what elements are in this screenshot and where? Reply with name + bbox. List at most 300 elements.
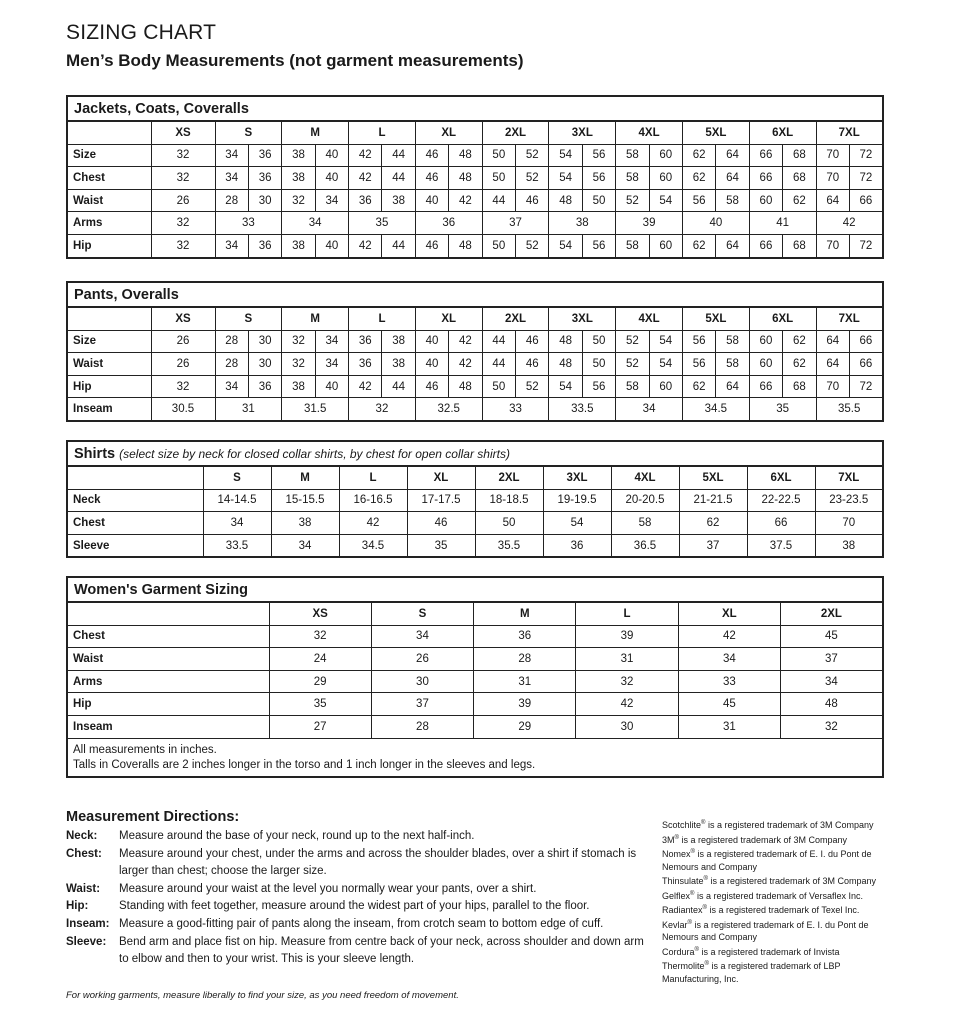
jackets-cell: 70 <box>816 234 849 257</box>
pants-cell: 58 <box>716 330 749 353</box>
pants-cell: 44 <box>482 330 515 353</box>
shirts-row-label: Sleeve <box>67 534 203 557</box>
shirts-section-note: (select size by neck for closed collar shirts, by chest for open collar shirts) <box>119 446 510 461</box>
shirts-cell: 14-14.5 <box>203 489 271 512</box>
womens-cell: 33 <box>678 670 780 693</box>
pants-row-label: Hip <box>67 375 151 398</box>
jackets-cell: 66 <box>849 189 882 212</box>
trademark-line <box>662 846 882 873</box>
pants-cell: 46 <box>516 353 549 376</box>
registered-mark: ® <box>690 890 695 897</box>
pants-cell: 34 <box>315 330 348 353</box>
trademark-text: is a registered trademark of 3M Company <box>705 820 874 830</box>
shirts-cell: 62 <box>679 512 747 535</box>
jackets-cell: 32 <box>151 144 215 167</box>
jackets-cell: 72 <box>849 234 882 257</box>
registered-mark: ® <box>704 961 709 967</box>
direction-text: Bend arm and place fist on hip. Measure from centre back of your neck, across shoulder and down arm to elbow and then to your wrist. This is your sleeve length. <box>119 935 644 966</box>
pants-cell: 46 <box>516 330 549 353</box>
direction-term: Waist: <box>66 882 101 895</box>
womens-cell: 26 <box>371 648 473 671</box>
shirts-cell: 18-18.5 <box>475 489 543 512</box>
pants-cell: 33 <box>482 398 549 421</box>
direction-term: Neck: <box>66 830 98 842</box>
shirts-row-neck <box>67 489 883 512</box>
shirts-row-sleeve <box>67 534 883 557</box>
jackets-row-arms <box>67 212 883 235</box>
pants-cell: 36 <box>248 375 281 398</box>
jackets-row-size <box>67 144 883 167</box>
shirts-cell: 38 <box>271 512 339 535</box>
trademark-line <box>662 873 882 888</box>
registered-mark: ® <box>694 946 699 953</box>
shirts-cell: 23-23.5 <box>815 489 883 512</box>
shirts-size-header-row <box>67 466 883 489</box>
jackets-cell: 60 <box>649 234 682 257</box>
pants-cell: 56 <box>682 330 715 353</box>
shirts-cell: 35.5 <box>475 534 543 557</box>
jackets-cell: 26 <box>151 189 215 212</box>
jackets-cell: 44 <box>382 167 415 190</box>
jackets-cell: 42 <box>449 189 482 212</box>
jackets-cell: 32 <box>282 189 315 212</box>
shirts-cell: 46 <box>407 512 475 535</box>
trademark-line <box>662 944 882 959</box>
measurement-note: All measurements in inches. <box>73 743 217 756</box>
jackets-cell: 48 <box>549 189 582 212</box>
womens-cell: 32 <box>576 670 678 693</box>
womens-cell: 48 <box>780 693 882 716</box>
womens-cell: 31 <box>678 715 780 738</box>
jackets-cell: 68 <box>783 167 816 190</box>
jackets-cell: 28 <box>215 189 248 212</box>
womens-cell: 42 <box>678 625 780 648</box>
pants-row-waist <box>67 353 883 376</box>
womens-cell: 29 <box>474 715 576 738</box>
trademark-line <box>662 888 882 903</box>
shirts-section-title: Shirts <box>74 445 116 462</box>
pants-cell: 52 <box>616 353 649 376</box>
womens-row-waist <box>67 648 883 671</box>
jackets-cell: 66 <box>749 167 782 190</box>
shirts-cell: 16-16.5 <box>339 489 407 512</box>
pants-cell: 70 <box>816 375 849 398</box>
shirts-cell: 38 <box>815 534 883 557</box>
pants-row-inseam <box>67 398 883 421</box>
jackets-cell: 34 <box>315 189 348 212</box>
pants-cell: 54 <box>649 353 682 376</box>
jackets-cell: 38 <box>282 234 315 257</box>
jackets-section-row <box>67 96 883 121</box>
jackets-cell: 48 <box>449 167 482 190</box>
jackets-cell: 62 <box>682 144 715 167</box>
shirts-row-label: Neck <box>67 489 203 512</box>
pants-cell: 42 <box>349 375 382 398</box>
shirts-header-blank <box>67 466 203 489</box>
womens-size-header-row <box>67 602 883 625</box>
jackets-cell: 41 <box>749 212 816 235</box>
pants-cell: 26 <box>151 330 215 353</box>
jackets-row-waist <box>67 189 883 212</box>
trademark-line <box>662 817 882 832</box>
trademark-name: Nomex <box>662 849 691 859</box>
shirts-cell: 42 <box>339 512 407 535</box>
pants-cell: 31 <box>215 398 282 421</box>
shirts-row-chest <box>67 512 883 535</box>
womens-section-title: Women's Garment Sizing <box>67 577 883 602</box>
jackets-cell: 34 <box>215 144 248 167</box>
shirts-cell: 58 <box>611 512 679 535</box>
shirts-size-S: S <box>203 466 271 489</box>
jackets-row-label: Arms <box>67 212 151 235</box>
womens-cell: 24 <box>269 648 371 671</box>
womens-table <box>66 576 884 778</box>
pants-cell: 36 <box>349 330 382 353</box>
pants-cell: 35.5 <box>816 398 883 421</box>
jackets-cell: 62 <box>682 167 715 190</box>
footer-note: For working garments, measure liberally to find your size, as you need freedom of movement. <box>66 990 459 1001</box>
pants-cell: 52 <box>616 330 649 353</box>
jackets-cell: 54 <box>649 189 682 212</box>
pants-size-5XL: 5XL <box>682 307 749 330</box>
pants-row-size <box>67 330 883 353</box>
direction-item <box>66 828 646 846</box>
jackets-cell: 60 <box>649 167 682 190</box>
shirts-cell: 34 <box>203 512 271 535</box>
jackets-cell: 54 <box>549 144 582 167</box>
trademark-text: is a registered trademark of 3M Company <box>678 834 848 845</box>
pants-cell: 34 <box>215 375 248 398</box>
trademark-line <box>662 902 882 917</box>
jackets-cell: 30 <box>248 189 281 212</box>
womens-cell: 37 <box>780 648 882 671</box>
trademark-name: Thinsulate <box>662 876 704 886</box>
shirts-cell: 37 <box>679 534 747 557</box>
pants-cell: 42 <box>449 330 482 353</box>
womens-cell: 36 <box>474 625 576 648</box>
jackets-size-header-row <box>67 121 883 144</box>
registered-mark: ® <box>703 876 708 882</box>
pants-cell: 26 <box>151 353 215 376</box>
shirts-cell: 34 <box>271 534 339 557</box>
womens-cell: 39 <box>576 625 678 648</box>
registered-mark: ® <box>701 820 706 826</box>
jackets-row-label: Hip <box>67 234 151 257</box>
jackets-cell: 56 <box>582 234 615 257</box>
jackets-cell: 39 <box>616 212 683 235</box>
shirts-size-5XL: 5XL <box>679 466 747 489</box>
pants-size-L: L <box>349 307 416 330</box>
trademark-name: Thermolite <box>662 961 705 971</box>
direction-item <box>66 934 646 969</box>
womens-notes-cell <box>67 738 883 777</box>
pants-row-label: Inseam <box>67 398 151 421</box>
shirts-cell: 22-22.5 <box>747 489 815 512</box>
shirts-size-7XL: 7XL <box>815 466 883 489</box>
pants-size-XL: XL <box>415 307 482 330</box>
shirts-cell: 19-19.5 <box>543 489 611 512</box>
pants-row-label: Size <box>67 330 151 353</box>
shirts-size-4XL: 4XL <box>611 466 679 489</box>
pants-cell: 30 <box>248 353 281 376</box>
jackets-size-4XL: 4XL <box>616 121 683 144</box>
shirts-cell: 70 <box>815 512 883 535</box>
jackets-cell: 40 <box>315 144 348 167</box>
jackets-row-label: Waist <box>67 189 151 212</box>
jackets-cell: 60 <box>649 144 682 167</box>
jackets-cell: 72 <box>849 144 882 167</box>
shirts-size-M: M <box>271 466 339 489</box>
shirts-size-3XL: 3XL <box>543 466 611 489</box>
direction-text: Measure a good-fitting pair of pants along the inseam, from crotch seam to bottom edge of cuff. <box>119 917 604 930</box>
womens-cell: 27 <box>269 715 371 738</box>
jackets-cell: 50 <box>482 167 515 190</box>
pants-cell: 42 <box>449 353 482 376</box>
shirts-cell: 36.5 <box>611 534 679 557</box>
pants-cell: 32 <box>282 330 315 353</box>
pants-cell: 32.5 <box>415 398 482 421</box>
womens-cell: 32 <box>269 625 371 648</box>
jackets-cell: 50 <box>482 144 515 167</box>
jackets-cell: 66 <box>749 144 782 167</box>
pants-cell: 32 <box>282 353 315 376</box>
direction-item <box>66 916 646 934</box>
jackets-cell: 44 <box>382 144 415 167</box>
womens-row-chest <box>67 625 883 648</box>
pants-cell: 40 <box>415 353 448 376</box>
pants-cell: 72 <box>849 375 882 398</box>
trademark-text: is a registered trademark of Versaflex Inc. <box>694 890 864 901</box>
jackets-size-L: L <box>349 121 416 144</box>
registered-mark: ® <box>690 849 695 855</box>
jackets-cell: 54 <box>549 234 582 257</box>
trademark-text: is a registered trademark of LBP Manufacturing, Inc. <box>662 961 841 984</box>
jackets-cell: 58 <box>616 234 649 257</box>
registered-mark: ® <box>674 834 679 841</box>
pants-cell: 58 <box>616 375 649 398</box>
womens-cell: 30 <box>371 670 473 693</box>
pants-size-header-row <box>67 307 883 330</box>
jackets-header-blank <box>67 121 151 144</box>
jackets-cell: 56 <box>582 167 615 190</box>
jackets-cell: 70 <box>816 144 849 167</box>
jackets-cell: 52 <box>516 167 549 190</box>
direction-term: Chest: <box>66 847 102 860</box>
womens-header-blank <box>67 602 269 625</box>
womens-cell: 28 <box>371 715 473 738</box>
jackets-cell: 36 <box>415 212 482 235</box>
pants-cell: 32 <box>349 398 416 421</box>
pants-size-3XL: 3XL <box>549 307 616 330</box>
pants-cell: 50 <box>582 330 615 353</box>
jackets-cell: 34 <box>215 167 248 190</box>
womens-size-XS: XS <box>269 602 371 625</box>
jackets-cell: 46 <box>415 144 448 167</box>
shirts-cell: 66 <box>747 512 815 535</box>
pants-cell: 44 <box>482 353 515 376</box>
direction-text: Measure around your chest, under the arms and across the shoulder blades, over a shirt if stomach is larger than chest; choose the larger size. <box>119 847 637 878</box>
shirts-row-label: Chest <box>67 512 203 535</box>
pants-cell: 66 <box>849 353 882 376</box>
registered-mark: ® <box>687 919 692 926</box>
jackets-cell: 37 <box>482 212 549 235</box>
pants-cell: 60 <box>749 353 782 376</box>
womens-notes-row <box>67 738 883 777</box>
jackets-cell: 68 <box>783 234 816 257</box>
jackets-cell: 60 <box>749 189 782 212</box>
pants-cell: 56 <box>682 353 715 376</box>
womens-cell: 34 <box>371 625 473 648</box>
trademark-line <box>662 917 882 944</box>
direction-text: Standing with feet together, measure around the widest part of your hips, parallel to the floor. <box>119 900 590 913</box>
jackets-size-3XL: 3XL <box>549 121 616 144</box>
jackets-cell: 35 <box>349 212 416 235</box>
jackets-cell: 62 <box>783 189 816 212</box>
pants-cell: 66 <box>749 375 782 398</box>
jackets-cell: 54 <box>549 167 582 190</box>
womens-cell: 32 <box>780 715 882 738</box>
trademark-notices <box>662 817 882 985</box>
jackets-cell: 36 <box>349 189 382 212</box>
pants-cell: 60 <box>749 330 782 353</box>
jackets-size-XL: XL <box>415 121 482 144</box>
womens-cell: 35 <box>269 693 371 716</box>
trademark-text: is a registered trademark of 3M Company <box>707 876 877 886</box>
shirts-size-L: L <box>339 466 407 489</box>
pants-size-XS: XS <box>151 307 215 330</box>
jackets-cell: 38 <box>282 167 315 190</box>
pants-cell: 54 <box>549 375 582 398</box>
jackets-cell: 34 <box>282 212 349 235</box>
trademark-text: is a registered trademark of Texel Inc. <box>706 905 860 915</box>
direction-term: Sleeve: <box>66 935 107 948</box>
jackets-cell: 34 <box>215 234 248 257</box>
jackets-size-M: M <box>282 121 349 144</box>
pants-cell: 28 <box>215 353 248 376</box>
shirts-table <box>66 440 884 558</box>
jackets-size-7XL: 7XL <box>816 121 883 144</box>
jackets-cell: 52 <box>616 189 649 212</box>
trademark-text: is a registered trademark of E. I. du Pont de Nemours and Company <box>662 919 869 942</box>
jackets-cell: 44 <box>382 234 415 257</box>
jackets-cell: 36 <box>248 144 281 167</box>
shirts-cell: 37.5 <box>747 534 815 557</box>
jackets-cell: 42 <box>349 234 382 257</box>
jackets-size-XS: XS <box>151 121 215 144</box>
jackets-cell: 40 <box>415 189 448 212</box>
pants-cell: 64 <box>816 330 849 353</box>
jackets-size-2XL: 2XL <box>482 121 549 144</box>
shirts-cell: 54 <box>543 512 611 535</box>
pants-cell: 31.5 <box>282 398 349 421</box>
jackets-cell: 42 <box>816 212 883 235</box>
jackets-cell: 33 <box>215 212 282 235</box>
pants-cell: 33.5 <box>549 398 616 421</box>
jackets-cell: 32 <box>151 212 215 235</box>
shirts-section-row <box>67 441 883 466</box>
pants-cell: 34 <box>315 353 348 376</box>
jackets-cell: 38 <box>382 189 415 212</box>
jackets-cell: 58 <box>616 144 649 167</box>
pants-row-hip <box>67 375 883 398</box>
registered-mark: ® <box>702 905 707 911</box>
womens-cell: 28 <box>474 648 576 671</box>
shirts-size-2XL: 2XL <box>475 466 543 489</box>
pants-size-S: S <box>215 307 282 330</box>
measurement-directions <box>66 828 646 969</box>
jackets-cell: 42 <box>349 167 382 190</box>
pants-section-row <box>67 282 883 307</box>
womens-cell: 30 <box>576 715 678 738</box>
pants-cell: 32 <box>151 375 215 398</box>
pants-size-7XL: 7XL <box>816 307 883 330</box>
womens-row-label: Inseam <box>67 715 269 738</box>
pants-cell: 38 <box>282 375 315 398</box>
direction-term: Hip: <box>66 900 89 913</box>
womens-size-M: M <box>474 602 576 625</box>
womens-row-label: Arms <box>67 670 269 693</box>
pants-cell: 48 <box>549 353 582 376</box>
jackets-cell: 56 <box>582 144 615 167</box>
jackets-cell: 32 <box>151 167 215 190</box>
jackets-cell: 42 <box>349 144 382 167</box>
womens-cell: 39 <box>474 693 576 716</box>
jackets-row-hip <box>67 234 883 257</box>
pants-cell: 48 <box>549 330 582 353</box>
pants-cell: 66 <box>849 330 882 353</box>
jackets-size-5XL: 5XL <box>682 121 749 144</box>
womens-row-hip <box>67 693 883 716</box>
shirts-section-cell <box>67 441 883 466</box>
jackets-table <box>66 95 884 259</box>
trademark-name: Cordura <box>662 946 695 957</box>
pants-cell: 38 <box>382 353 415 376</box>
page-subtitle: Men’s Body Measurements (not garment measurements) <box>66 51 524 70</box>
direction-item <box>66 846 646 881</box>
jackets-cell: 52 <box>516 144 549 167</box>
pants-cell: 30.5 <box>151 398 215 421</box>
jackets-cell: 32 <box>151 234 215 257</box>
pants-cell: 56 <box>582 375 615 398</box>
pants-cell: 46 <box>415 375 448 398</box>
womens-size-S: S <box>371 602 473 625</box>
trademark-text: is a registered trademark of Invista <box>698 946 840 957</box>
pants-cell: 38 <box>382 330 415 353</box>
jackets-cell: 40 <box>315 167 348 190</box>
jackets-section-title: Jackets, Coats, Coveralls <box>67 96 883 121</box>
shirts-cell: 36 <box>543 534 611 557</box>
womens-cell: 34 <box>780 670 882 693</box>
jackets-cell: 38 <box>549 212 616 235</box>
direction-term: Inseam: <box>66 917 110 930</box>
pants-table <box>66 281 884 422</box>
jackets-cell: 62 <box>682 234 715 257</box>
pants-cell: 34 <box>616 398 683 421</box>
jackets-cell: 64 <box>716 167 749 190</box>
direction-item <box>66 881 646 899</box>
shirts-cell: 21-21.5 <box>679 489 747 512</box>
shirts-size-6XL: 6XL <box>747 466 815 489</box>
trademark-name: Scotchlite <box>662 820 702 830</box>
womens-row-label: Waist <box>67 648 269 671</box>
pants-section-title: Pants, Overalls <box>67 282 883 307</box>
womens-row-arms <box>67 670 883 693</box>
shirts-cell: 20-20.5 <box>611 489 679 512</box>
jackets-cell: 36 <box>248 167 281 190</box>
shirts-cell: 34.5 <box>339 534 407 557</box>
pants-cell: 64 <box>716 375 749 398</box>
pants-cell: 50 <box>482 375 515 398</box>
